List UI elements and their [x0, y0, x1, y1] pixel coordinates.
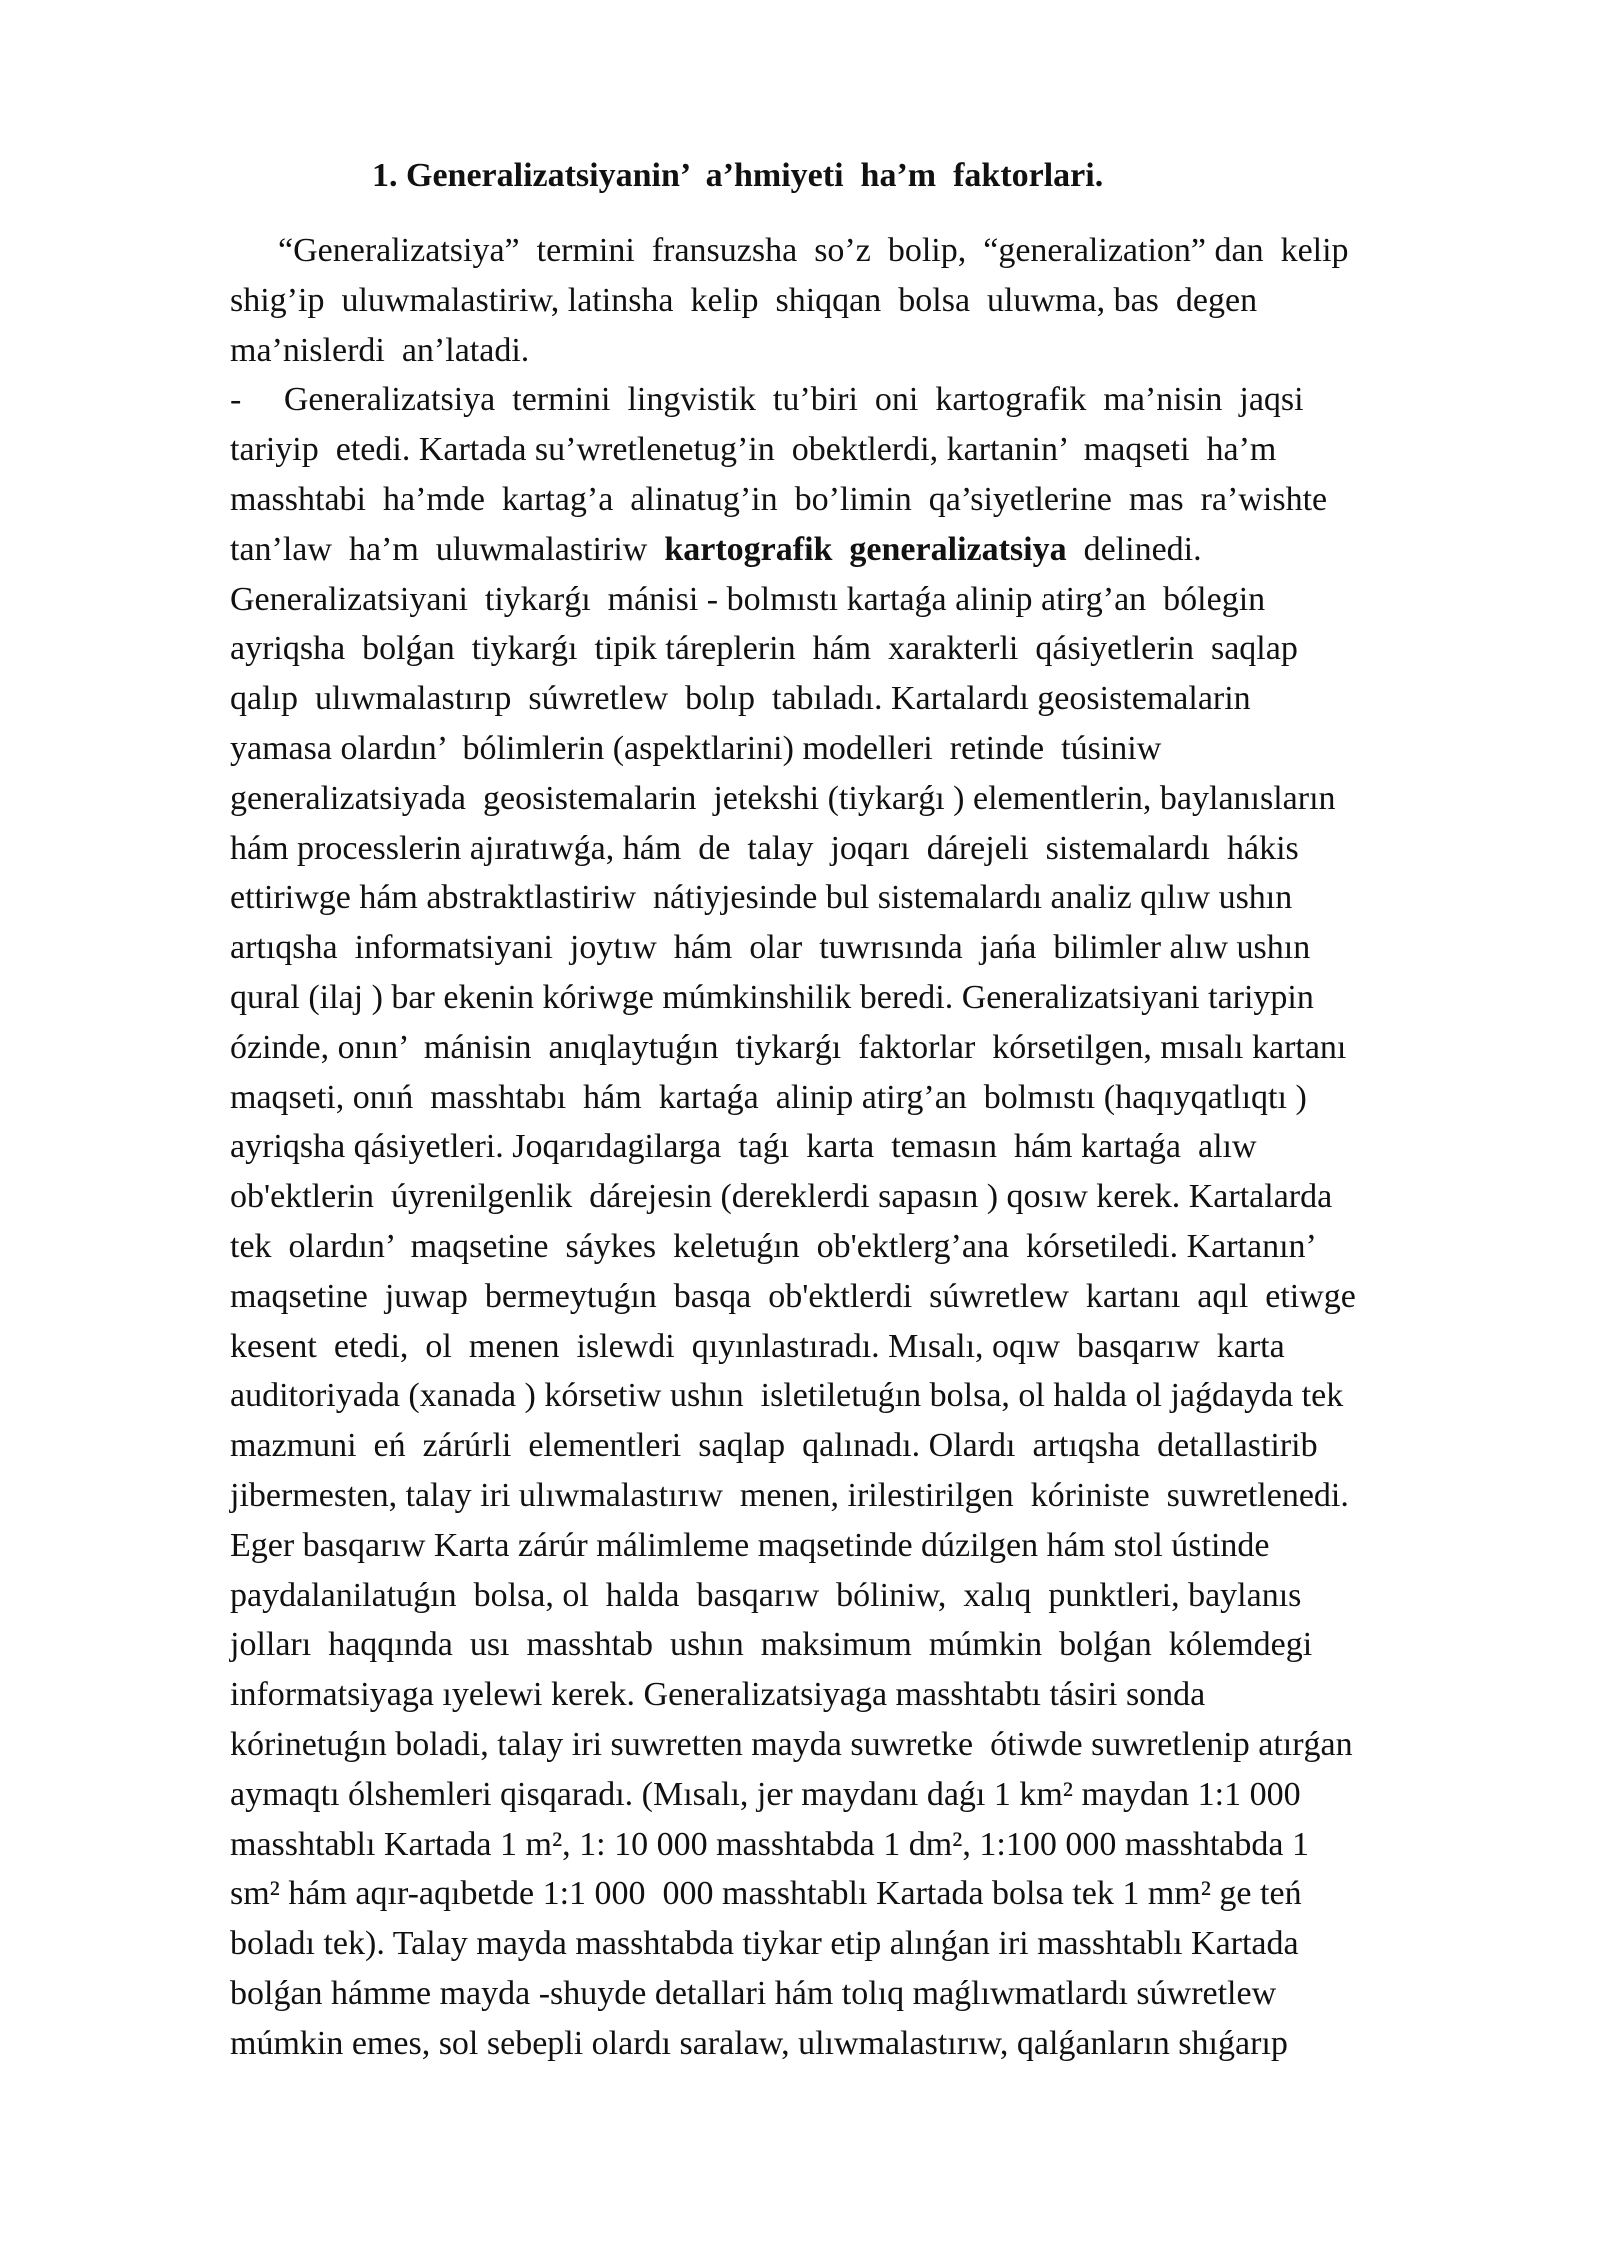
text-line: jolları haqqında usı masshtab ushın maksimum múmkin bolǵan kólemdegi	[230, 1626, 1313, 1664]
text-line: - Generalizatsiya termini lingvistik tu’biri oni kartografik ma’nisin jaqsi	[230, 381, 1304, 419]
text-line: kórinetuǵın boladi, talay iri suwretten mayda suwretke ótiwde suwretlenip atırǵan	[230, 1725, 1353, 1763]
text-line: auditoriyada (xanada ) kórsetiw ushın isletiletuǵın bolsa, ol halda ol jaǵdayda tek	[230, 1377, 1344, 1415]
text-line-end: delinedi.	[1066, 530, 1202, 568]
text-line: ayriqsha qásiyetleri. Joqarıdagilarga taǵı karta temasın hám kartaǵa alıw	[230, 1128, 1257, 1166]
text-line: bolǵan hámme mayda -shuyde detallari hám tolıq maǵlıwmatlardı súwretlew	[230, 1974, 1277, 2012]
text-line: sm² hám aqır-aqıbetde 1:1 000 000 masshtablı Kartada bolsa tek 1 mm² ge teń	[230, 1875, 1302, 1913]
text-line-start: tan’law ha’m uluwmalastiriw	[230, 530, 665, 568]
text-line: tek olardın’ maqsetine sáykes keletuǵın ob'ektlerg’ana kórsetiledi. Kartanın’	[230, 1227, 1317, 1265]
text-line: múmkin emes, sol sebepli olardı saralaw, ulıwmalastırıw, qalǵanların shıǵarıp	[230, 2024, 1288, 2062]
text-line: informatsiyaga ıyelewi kerek. Generalizatsiyaga masshtabtı tásiri sonda	[230, 1676, 1206, 1714]
text-line: artıqsha informatsiyani joytıw hám olar tuwrısında jańa bilimler alıw ushın	[230, 929, 1311, 967]
text-line: yamasa olardın’ bólimlerin (aspektlarini) modelleri retinde túsiniw	[230, 729, 1162, 767]
text-line: generalizatsiyada geosistemalarin jetekshi (tiykarǵı ) elementlerin, baylanısların	[230, 779, 1336, 817]
text-line: qural (ilaj ) bar ekenin kóriwge múmkinshilik beredi. Generalizatsiyani tariypin	[230, 978, 1314, 1016]
text-line: mazmuni eń zárúrli elementleri saqlap qalınadı. Olardı artıqsha detallastirib	[230, 1427, 1318, 1465]
text-line-with-term	[230, 525, 1490, 575]
text-line: masshtabi ha’mde kartag’a alinatug’in bo’limin qa’siyetlerine mas ra’wishte	[230, 480, 1328, 518]
text-line: hám processlerin ajıratıwǵa, hám de talay joqarı dárejeli sistemalardı hákis	[230, 829, 1299, 867]
text-line: ma’nislerdi an’latadi.	[230, 331, 530, 369]
text-line: boladı tek). Talay mayda masshtabda tiykar etip alınǵan iri masshtablı Kartada	[230, 1925, 1299, 1963]
body-text	[230, 226, 1490, 2068]
text-line: aymaqtı ólshemleri qisqaradı. (Mısalı, jer maydanı daǵı 1 km² maydan 1:1 000	[230, 1775, 1301, 1813]
text-line: kesent etedi, ol menen islewdi qıyınlastıradı. Mısalı, oqıw basqarıw karta	[230, 1327, 1285, 1365]
text-line: qalıp ulıwmalastırıp súwretlew bolıp tabıladı. Kartalardı geosistemalarin	[230, 680, 1251, 718]
text-line: ettiriwge hám abstraktlastiriw nátiyjesinde bul sistemalardı analiz qılıw ushın	[230, 879, 1293, 917]
text-line: ob'ektlerin úyrenilgenlik dárejesin (dereklerdi sapasın ) qosıw kerek. Kartalarda	[230, 1178, 1333, 1216]
text-line: tariyip etedi. Kartada su’wretlenetug’in obektlerdi, kartanin’ maqseti ha’m	[230, 431, 1277, 469]
text-line: maqsetine juwap bermeytuǵın basqa ob'ektlerdi súwretlew kartanı aqıl etiwge	[230, 1277, 1356, 1315]
text-line: Eger basqarıw Karta zárúr málimleme maqsetinde dúzilgen hám stol ústinde	[230, 1526, 1270, 1564]
text-line: Generalizatsiyani tiykarǵı mánisi - bolmıstı kartaǵa alinip atirg’an bólegin	[230, 580, 1266, 618]
text-line: “Generalizatsiya” termini fransuzsha so’z bolip, “generalization” dan kelip	[278, 232, 1349, 269]
text-line: jibermesten, talay iri ulıwmalastırıw menen, irilestirilgen kóriniste suwretlenedi.	[230, 1476, 1349, 1514]
text-line: ayriqsha bolǵan tiykarǵı tipik táreplerin hám xarakterli qásiyetlerin saqlap	[230, 630, 1298, 668]
text-line: paydalanilatuǵın bolsa, ol halda basqarıw bóliniw, xalıq punktleri, baylanıs	[230, 1576, 1302, 1614]
text-line: maqseti, onıń masshtabı hám kartaǵa alinip atirg’an bolmıstı (haqıyqatlıqtı )	[230, 1078, 1307, 1116]
section-heading: 1. Generalizatsiyanin’ a’hmiyeti ha’m faktorlari.	[372, 157, 1104, 194]
bold-term: kartografik generalizatsiya	[664, 530, 1067, 568]
text-line: ózinde, onın’ mánisin anıqlaytuǵın tiykarǵı faktorlar kórsetilgen, mısalı kartanı	[230, 1028, 1347, 1066]
text-line: masshtablı Kartada 1 m², 1: 10 000 masshtabda 1 dm², 1:100 000 masshtabda 1	[230, 1825, 1309, 1863]
text-line: shig’ip uluwmalastiriw, latinsha kelip shiqqan bolsa uluwma, bas degen	[230, 281, 1258, 319]
